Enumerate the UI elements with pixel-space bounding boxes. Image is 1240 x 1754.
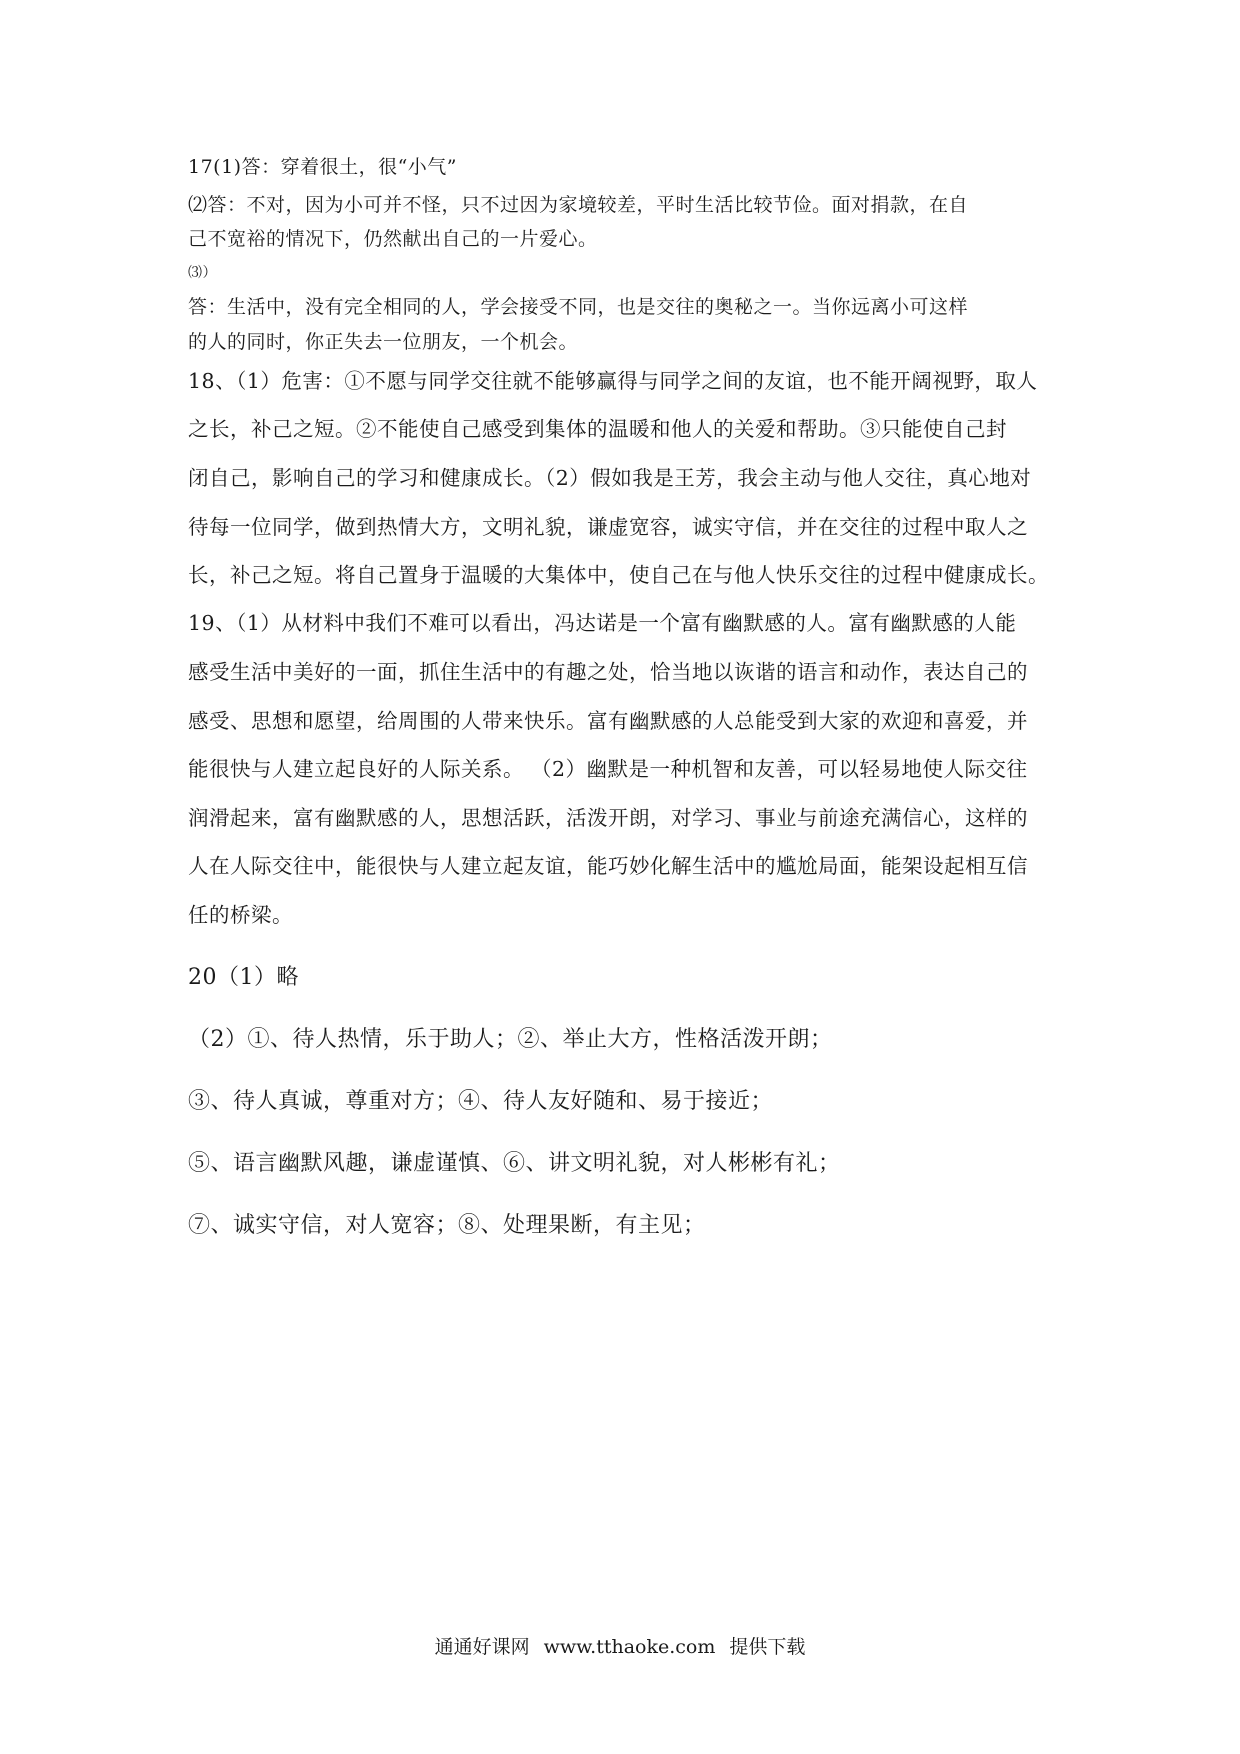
q20-trait-line: （2）①、待人热情，乐于助人；②、举止大方，性格活泼开朗；	[188, 1027, 833, 1052]
q18-line: 之长，补己之短。②不能使自己感受到集体的温暖和他人的关爱和帮助。③只能使自己封	[188, 417, 1007, 441]
q19-line: 感受、思想和愿望，给周围的人带来快乐。富有幽默感的人总能受到大家的欢迎和喜爱，并	[188, 709, 1028, 733]
q19-line: 人在人际交往中，能很快与人建立起友谊，能巧妙化解生活中的尴尬局面，能架设起相互信	[188, 854, 1028, 878]
q17-part3-label: ⑶）	[188, 265, 217, 281]
q19-line: 能很快与人建立起良好的人际关系。 （2）幽默是一种机智和友善，可以轻易地使人际交往	[188, 757, 1028, 781]
q17-part3-line2: 的人的同时，你正失去一位朋友，一个机会。	[188, 331, 579, 353]
q18-line: 待每一位同学，做到热情大方，文明礼貌，谦虚宽容，诚实守信，并在交往的过程中取人之	[188, 515, 1028, 539]
q17-part2-line2: 己不宽裕的情况下，仍然献出自己的一片爱心。	[188, 228, 598, 250]
q18-line: 18、（1）危害：①不愿与同学交往就不能够赢得与同学之间的友谊，也不能开阔视野，取人	[188, 369, 1038, 393]
q19-line: 感受生活中美好的一面，抓住生活中的有趣之处，恰当地以诙谐的语言和动作，表达自己的	[188, 660, 1028, 684]
footer-site-name: 通通好课网	[434, 1636, 530, 1658]
footer-suffix: 提供下载	[729, 1636, 806, 1658]
q18-line: 长，补己之短。将自己置身于温暖的大集体中，使自己在与他人快乐交往的过程中健康成长。	[188, 563, 1049, 587]
q18-line: 闭自己，影响自己的学习和健康成长。（2）假如我是王芳，我会主动与他人交往，真心地对	[188, 466, 1032, 490]
footer-url: www.tthaoke.com	[543, 1636, 716, 1658]
page-footer	[0, 1632, 1240, 1659]
q20-trait-line: ⑦、诚实守信，对人宽容；⑧、处理果断，有主见；	[188, 1213, 706, 1238]
q20-trait-line: ③、待人真诚，尊重对方；④、待人友好随和、易于接近；	[188, 1089, 774, 1114]
q20-part1: 20（1）略	[188, 965, 299, 990]
q19-line: 任的桥梁。	[188, 903, 293, 927]
q19-line: 19、（1）从材料中我们不难可以看出，冯达诺是一个富有幽默感的人。富有幽默感的人能	[188, 611, 1017, 635]
q20-trait-line: ⑤、语言幽默风趣，谦虚谨慎、⑥、讲文明礼貌，对人彬彬有礼；	[188, 1151, 841, 1176]
q17-part2-line1: ⑵答：不对，因为小可并不怪，只不过因为家境较差，平时生活比较节俭。面对捐款，在自	[188, 194, 969, 216]
q17-part3-line1: 答：生活中，没有完全相同的人，学会接受不同，也是交往的奥秘之一。当你远离小可这样	[188, 296, 969, 318]
q17-part1: 17(1)答：穿着很土，很“小气”	[188, 156, 458, 178]
q19-line: 润滑起来，富有幽默感的人，思想活跃，活泼开朗，对学习、事业与前途充满信心，这样的	[188, 806, 1028, 830]
